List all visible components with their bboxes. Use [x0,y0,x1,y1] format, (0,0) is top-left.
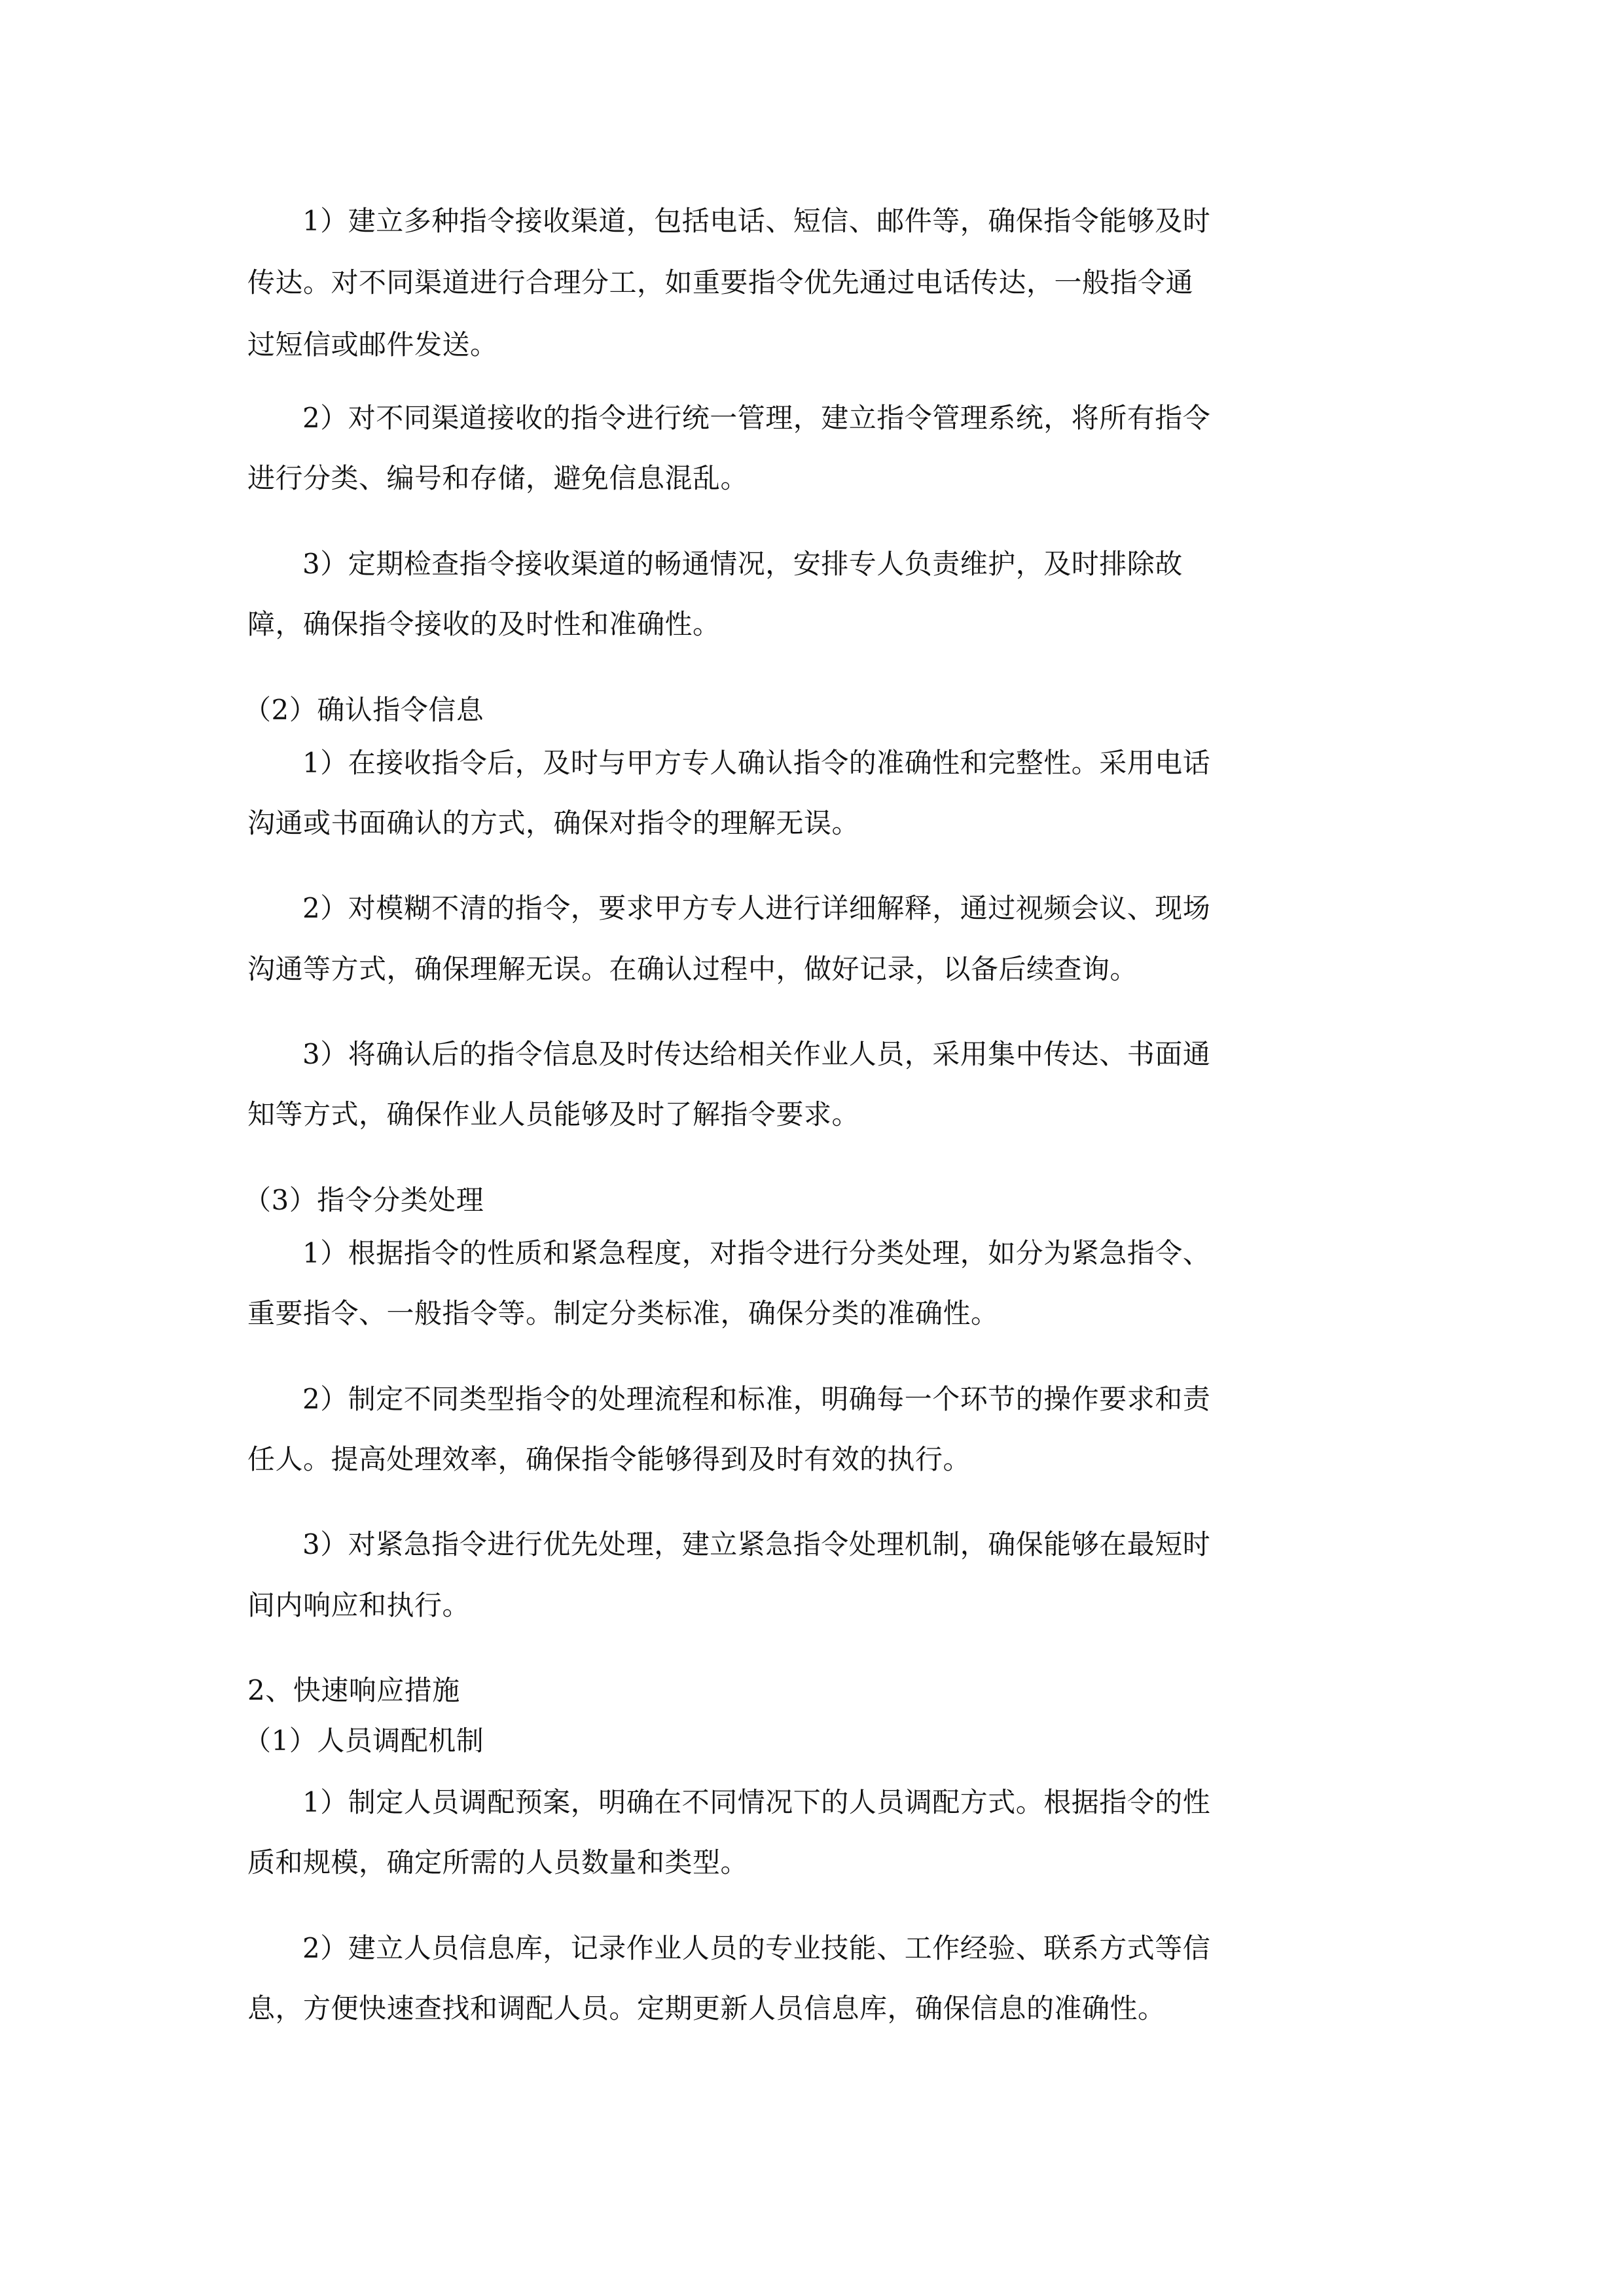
paragraph-1-1-line-3: 过短信或邮件发送。 [247,329,498,361]
paragraph-2-3-line-2: 知等方式，确保作业人员能够及时了解指令要求。 [247,1098,860,1130]
paragraph-4-1-line-1: 1）制定人员调配预案，明确在不同情况下的人员调配方式。根据指令的性 [302,1786,1211,1818]
paragraph-3-3-line-2: 间内响应和执行。 [247,1589,471,1621]
paragraph-1-1-line-2: 传达。对不同渠道进行合理分工，如重要指令优先通过电话传达，一般指令通 [247,266,1194,298]
paragraph-2-1-line-2: 沟通或书面确认的方式，确保对指令的理解无误。 [247,807,860,839]
section-title-quick-response: 2、快速响应措施 [247,1674,460,1706]
paragraph-1-2-line-2: 进行分类、编号和存储，避免信息混乱。 [247,462,749,494]
section-heading-confirm-instructions: （2）确认指令信息 [244,694,484,726]
paragraph-4-1-line-2: 质和规模，确定所需的人员数量和类型。 [247,1846,749,1878]
section-heading-staff-allocation: （1）人员调配机制 [244,1725,484,1757]
paragraph-2-3-line-1: 3）将确认后的指令信息及时传达给相关作业人员，采用集中传达、书面通 [302,1038,1211,1070]
paragraph-1-1-line-1: 1）建立多种指令接收渠道，包括电话、短信、邮件等，确保指令能够及时 [302,205,1211,237]
paragraph-3-3-line-1: 3）对紧急指令进行优先处理，建立紧急指令处理机制，确保能够在最短时 [302,1528,1211,1560]
paragraph-2-2-line-2: 沟通等方式，确保理解无误。在确认过程中，做好记录，以备后续查询。 [247,953,1138,985]
paragraph-2-1-line-1: 1）在接收指令后，及时与甲方专人确认指令的准确性和完整性。采用电话 [302,747,1211,779]
paragraph-1-3-line-1: 3）定期检查指令接收渠道的畅通情况，安排专人负责维护，及时排除故 [302,548,1183,580]
paragraph-1-3-line-2: 障，确保指令接收的及时性和准确性。 [247,608,721,640]
paragraph-1-2-line-1: 2）对不同渠道接收的指令进行统一管理，建立指令管理系统，将所有指令 [302,402,1211,434]
paragraph-3-1-line-2: 重要指令、一般指令等。制定分类标准，确保分类的准确性。 [247,1297,999,1329]
paragraph-3-2-line-1: 2）制定不同类型指令的处理流程和标准，明确每一个环节的操作要求和责 [302,1383,1211,1415]
paragraph-4-2-line-2: 息，方便快速查找和调配人员。定期更新人员信息库，确保信息的准确性。 [247,1992,1166,2024]
paragraph-3-1-line-1: 1）根据指令的性质和紧急程度，对指令进行分类处理，如分为紧急指令、 [302,1237,1211,1269]
paragraph-4-2-line-1: 2）建立人员信息库，记录作业人员的专业技能、工作经验、联系方式等信 [302,1932,1211,1964]
paragraph-2-2-line-1: 2）对模糊不清的指令，要求甲方专人进行详细解释，通过视频会议、现场 [302,892,1211,924]
section-heading-classify-instructions: （3）指令分类处理 [244,1184,484,1216]
paragraph-3-2-line-2: 任人。提高处理效率，确保指令能够得到及时有效的执行。 [247,1443,971,1475]
